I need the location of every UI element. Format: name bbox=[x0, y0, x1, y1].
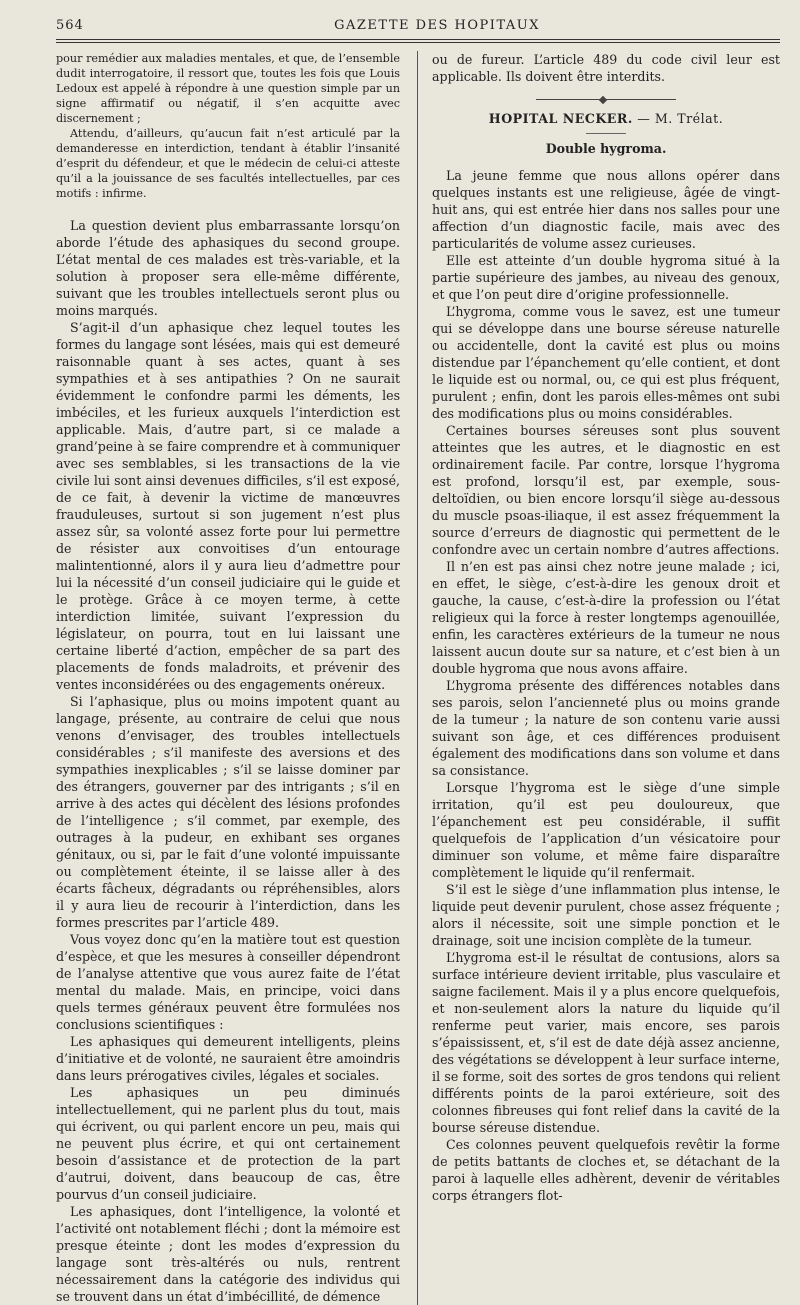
paragraph: La question devient plus embarrassante lorsqu’on aborde l’étude des aphasiques du second groupe. L’état mental de ces malades est très-variable, et la solution à proposer sera elle-même différente, suivant que les troubles intellectuels seront plus ou moins marqués. bbox=[56, 218, 401, 318]
page-header bbox=[56, 18, 780, 33]
paragraph: La jeune femme que nous allons opérer dans quelques instants est une religieuse, âgée de vingt-huit ans, qui est entrée hier dans nos salles pour une affection d’un diagnostic facile, mais avec des particularités de volume assez curieuses. bbox=[432, 168, 780, 251]
paragraph: L’hygroma, comme vous le savez, est une tumeur qui se développe dans une bourse séreuse naturelle ou accidentelle, dont la cavité est plus ou moins distendue par l’épanchement qu’elle contient, et dont le liquide est ou normal, ou, ce qui est plus fréquent, purulent ; enfin, dont les parois elles-mêmes ont subi des modifications plus ou moins considérables. bbox=[432, 304, 780, 421]
section-heading bbox=[432, 110, 780, 127]
paragraph: S’agit-il d’un aphasique chez lequel toutes les formes du langage sont lésées, mais qui est demeuré raisonnable quant à ses actes, quant à ses sympathies et à ses antipathies ? On ne saurait évidemment le confondre parmi les déments, les imbéciles, et les furieux auxquels l’interdiction est applicable. Mais, d’autre part, si ce malade a grand’peine à se faire comprendre et à communiquer avec ses semblables, si les transactions de la vie civile lui sont ainsi devenues difficiles, s’il est exposé, de ce fait, à devenir la victime de manœuvres frauduleuses, surtout si son jugement n’est plus assez sûr, sa volonté assez forte pour lui permettre de résister aux convoitises d’un entourage malintentionné, alors il y aura lieu d’admettre pour lui la nécessité d’un conseil judiciaire qui le guide et le protège. Grâce à ce moyen terme, à cette interdiction limitée, suivant l’expression du législateur, on pourra, tout en lui laissant une certaine liberté d’action, empêcher de sa part des placements de fonds maladroits, et prévenir des ventes inconsidérées ou des engagements onéreux. bbox=[56, 320, 401, 692]
paragraph: Lorsque l’hygroma est le siège d’une simple irritation, qu’il est peu douloureux, que l’épanchement est peu considérable, il suffit quelquefois de l’application d’un vésicatoire pour diminuer son volume, et même faire disparaître complètement le liquide qu’il renfermait. bbox=[432, 780, 780, 880]
lecturer-name: — M. Trélat. bbox=[637, 111, 724, 126]
paragraph: Certaines bourses séreuses sont plus souvent atteintes que les autres, et le diagnostic en est ordinairement facile. Par contre, lorsque l’hygroma est profond, lorsqu’il est, par exemple, sous-deltoïdien, ou bien encore lorsqu’il siège au-dessous du muscle psoas-iliaque, il est assez fréquemment la source d’erreurs de diagnostic qui permettent de le confondre avec un certain nombre d’autres affections. bbox=[432, 423, 780, 557]
spacer bbox=[56, 201, 400, 217]
right-column bbox=[432, 51, 780, 1305]
journal-title: GAZETTE DES HOPITAUX bbox=[334, 18, 540, 33]
left-column bbox=[56, 51, 400, 1305]
column-divider bbox=[417, 51, 418, 1305]
paragraph: Vous voyez donc qu’en la matière tout est question d’espèce, et que les mesures à conseiller dépendront de l’analyse attentive que vous aurez faite de l’état mental du malade. Mais, en principe, voici dans quels termes généraux peuvent être formulées nos conclusions scientifiques : bbox=[56, 932, 401, 1032]
paragraph: Les aphasiques, dont l’intelligence, la volonté et l’activité ont notablement fléchi ; dont la mémoire est presque éteinte ; dont les modes d’expression du langage sont très-altérés ou nuls, rentrent nécessairement dans la catégorie des individus qui se trouvent dans un état d’imbécillité, de démence bbox=[56, 1204, 401, 1304]
paragraph: L’hygroma présente des différences notables dans ses parois, selon l’ancienneté plus ou moins grande de la tumeur ; la nature de son contenu varie aussi suivant son âge, et ces différences produisent également des modifications dans son volume et dans sa consistance. bbox=[432, 678, 780, 778]
two-column-body bbox=[56, 51, 780, 1305]
short-rule bbox=[586, 133, 626, 134]
article-subheading: Double hygroma. bbox=[545, 141, 667, 156]
paragraph: Attendu, d’ailleurs, qu’aucun fait n’est articulé par la demanderesse en interdiction, tendant à établir l’insanité d’esprit du défendeur, et que le médecin de celui-ci atteste qu’il a la jouissance de ses facultés intellectuelles, par ces motifs : infirme. bbox=[56, 127, 401, 200]
paragraph: Les aphasiques un peu diminués intellectuellement, qui ne parlent plus du tout, mais qui écrivent, ou qui parlent encore un peu, mais qui ne peuvent plus écrire, et qui ont certainement besoin d’assistance et de protection de la part d’autrui, doivent, dans beaucoup de cas, être pourvus d’un conseil judiciaire. bbox=[56, 1085, 401, 1202]
section-separator bbox=[536, 99, 676, 100]
paragraph: Elle est atteinte d’un double hygroma situé à la partie supérieure des jambes, au niveau des genoux, et que l’on peut dire d’origine professionnelle. bbox=[432, 253, 780, 302]
hospital-name: HOPITAL NECKER. bbox=[488, 111, 633, 126]
paragraph: pour remédier aux maladies mentales, et que, de l’ensemble dudit interrogatoire, il ressort que, toutes les fois que Louis Ledoux est appelé à répondre à une question simple par un signe affirmatif ou négatif, il s’en acquitte avec discernement ; bbox=[56, 52, 401, 125]
page-number: 564 bbox=[56, 18, 84, 33]
paragraph: Les aphasiques qui demeurent intelligents, pleins d’initiative et de volonté, ne sauraient être amoindris dans leurs prérogatives civiles, légales et sociales. bbox=[56, 1034, 401, 1083]
judgment-excerpt bbox=[56, 51, 400, 201]
paragraph: Ces colonnes peuvent quelquefois revêtir la forme de petits battants de cloches et, se détachant de la paroi à laquelle elles adhèrent, devenir de véritables corps étrangers flot- bbox=[432, 1137, 780, 1203]
header-rule bbox=[56, 39, 780, 43]
paragraph: Si l’aphasique, plus ou moins impotent quant au langage, présente, au contraire de celui que nous venons d’envisager, des troubles intellectuels considérables ; s’il manifeste des aversions et des sympathies inexplicables ; s’il se laisse dominer par des étrangers, gouverner par des intrigants ; s’il en arrive à des actes qui décèlent des lésions profondes de l’intelligence ; s’il commet, par exemple, des outrages à la pudeur, en exhibant ses organes génitaux, ou si, par le fait d’une volonté impuissante ou complètement éteinte, il se laisse aller à des écarts fâcheux, dégradants ou répréhensibles, alors il y aura lieu de recourir à l’interdiction, dans les formes prescrites par l’article 489. bbox=[56, 694, 401, 930]
paragraph: Il n’en est pas ainsi chez notre jeune malade ; ici, en effet, le siège, c’est-à-dire les genoux droit et gauche, la cause, c’est-à-dire la profession ou l’état religieux qui la force à rester longtemps agenouillée, enfin, les caractères extérieurs de la tumeur ne nous laissent aucun doute sur sa nature, et c’est bien à un double hygroma que nous avons affaire. bbox=[432, 559, 780, 676]
paragraph: L’hygroma est-il le résultat de contusions, alors sa surface intérieure devient irritable, plus vasculaire et saigne facilement. Mais il y a plus encore quelquefois, et non-seulement alors la nature du liquide qu’il renferme peut varier, mais encore, ses parois s’épaississent, et, s’il est de date déjà assez ancienne, des végétations se développent à leur surface interne, il se forme, soit des sortes de gros tendons qui relient différents points de la paroi extérieure, soit des colonnes fibreuses qui font relief dans la cavité de la bourse séreuse distendue. bbox=[432, 950, 780, 1135]
paragraph: S’il est le siège d’une inflammation plus intense, le liquide peut devenir purulent, chose assez fréquente ; alors il nécessite, soit une simple ponction et le drainage, soit une incision complète de la tumeur. bbox=[432, 882, 780, 948]
paragraph: ou de fureur. L’article 489 du code civil leur est applicable. Ils doivent être interdits. bbox=[432, 52, 780, 84]
